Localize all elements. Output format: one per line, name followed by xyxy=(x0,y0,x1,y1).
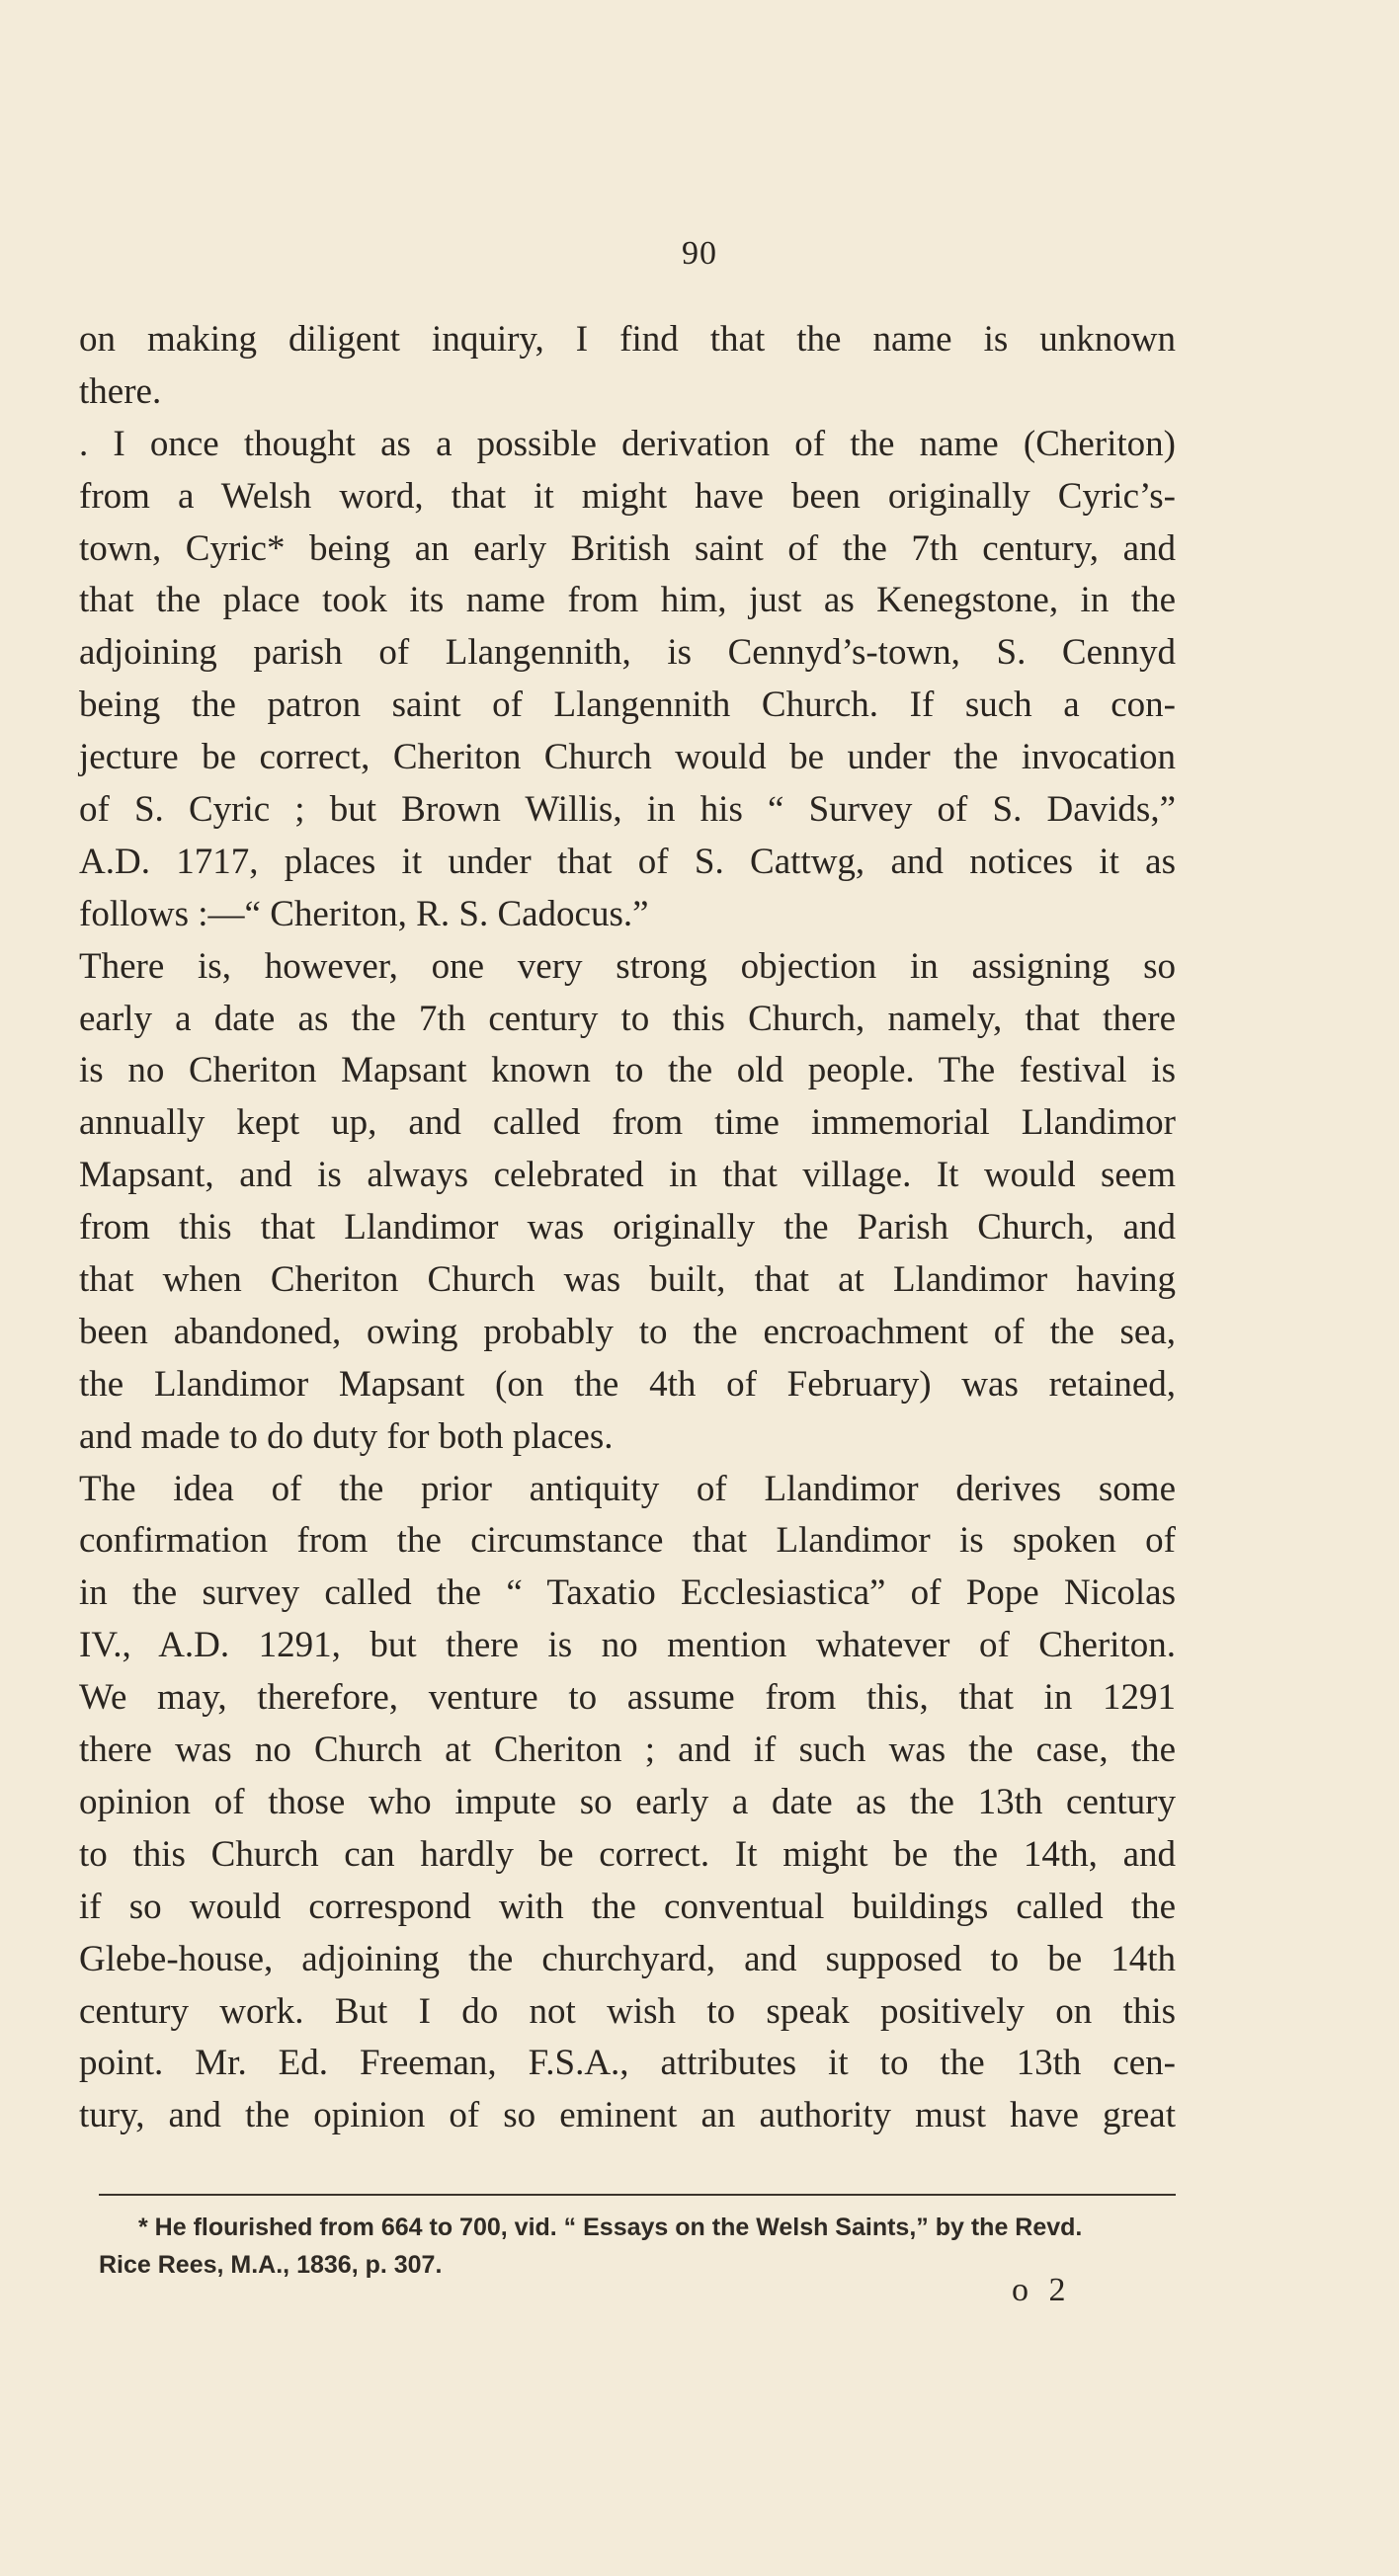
text-line: century work. But I do not wish to speak positively on this xyxy=(79,1990,1176,2032)
text-line: confirmation from the circumstance that Llandimor is spoken of xyxy=(79,1520,1176,1562)
text-line: and made to do duty for both places. xyxy=(79,1415,614,1457)
text-line: There is, however, one very strong objection in assigning so xyxy=(79,945,1176,987)
text-line: that the place took its name from him, just as Kenegstone, in the xyxy=(79,580,1176,621)
text-line: point. Mr. Ed. Freeman, F.S.A., attributes it to the 13th cen- xyxy=(79,2043,1176,2084)
text-line: the Llandimor Mapsant (on the 4th of February) was retained, xyxy=(79,1363,1176,1405)
text-line: follows :—“ Cheriton, R. S. Cadocus.” xyxy=(79,893,649,934)
text-line: been abandoned, owing probably to the encroachment of the sea, xyxy=(79,1311,1176,1352)
text-line: is no Cheriton Mapsant known to the old people. The festival is xyxy=(79,1050,1176,1091)
text-line: on making diligent inquiry, I find that the name is unknown xyxy=(79,319,1176,360)
text-line: opinion of those who impute so early a date as the 13th century xyxy=(79,1781,1176,1822)
text-line: in the survey called the “ Taxatio Ecclesiastica” of Pope Nicolas xyxy=(79,1572,1176,1614)
text-line: tury, and the opinion of so eminent an authority must have great xyxy=(79,2095,1176,2136)
text-line: adjoining parish of Llangennith, is Cennyd’s-town, S. Cennyd xyxy=(79,632,1176,674)
text-line: that when Cheriton Church was built, that at Llandimor having xyxy=(79,1259,1176,1301)
footnote-line: * He flourished from 664 to 700, vid. “ Essays on the Welsh Saints,” by the Revd. xyxy=(138,2214,1083,2241)
text-line: to this Church can hardly be correct. It might be the 14th, and xyxy=(79,1833,1176,1875)
body-text xyxy=(79,314,1176,2142)
text-line: Glebe-house, adjoining the churchyard, and supposed to be 14th xyxy=(79,1938,1176,1979)
page-number: 90 xyxy=(682,235,717,272)
text-line: early a date as the 7th century to this Church, namely, that there xyxy=(79,998,1176,1039)
text-line: . I once thought as a possible derivation of the name (Cheriton) xyxy=(79,423,1176,464)
text-line: town, Cyric* being an early British saint of the 7th century, and xyxy=(79,527,1176,569)
text-line: We may, therefore, venture to assume from this, that in 1291 xyxy=(79,1677,1176,1719)
text-line: being the patron saint of Llangennith Church. If such a con- xyxy=(79,684,1176,726)
text-line: Mapsant, and is always celebrated in that village. It would seem xyxy=(79,1155,1176,1196)
text-line: from this that Llandimor was originally the Parish Church, and xyxy=(79,1207,1176,1248)
text-line: there. xyxy=(79,370,162,412)
text-line: if so would correspond with the conventual buildings called the xyxy=(79,1886,1176,1927)
text-line: from a Welsh word, that it might have been originally Cyric’s- xyxy=(79,475,1176,517)
text-line: A.D. 1717, places it under that of S. Cattwg, and notices it as xyxy=(79,841,1176,882)
footnote-line: Rice Rees, M.A., 1836, p. 307. xyxy=(99,2251,443,2279)
text-line: there was no Church at Cheriton ; and if such was the case, the xyxy=(79,1730,1176,1771)
text-line: The idea of the prior antiquity of Llandimor derives some xyxy=(79,1468,1176,1509)
signature-mark: o 2 xyxy=(1012,2272,1072,2308)
footnote-rule xyxy=(99,2194,1176,2196)
text-line: jecture be correct, Cheriton Church would be under the invocation xyxy=(79,737,1176,778)
text-line: IV., A.D. 1291, but there is no mention whatever of Cheriton. xyxy=(79,1625,1176,1666)
text-line: of S. Cyric ; but Brown Willis, in his “ Survey of S. Davids,” xyxy=(79,789,1176,831)
text-line: annually kept up, and called from time immemorial Llandimor xyxy=(79,1102,1176,1144)
